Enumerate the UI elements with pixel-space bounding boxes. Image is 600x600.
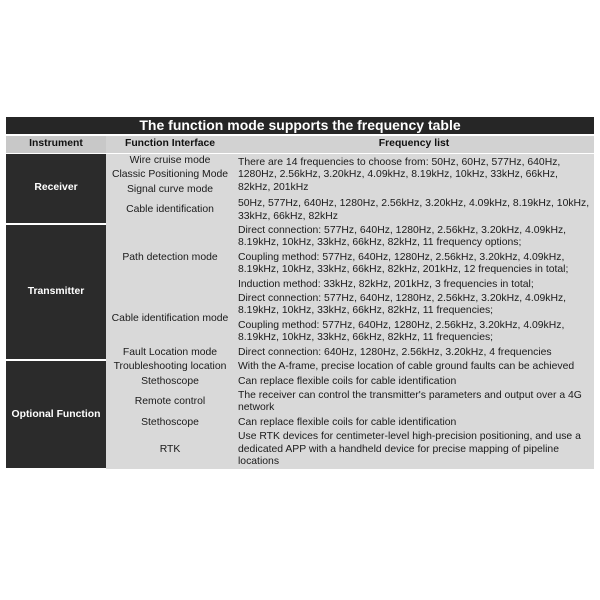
frequency-path-coupling [234,251,594,278]
function-stethoscope: Stethoscope [106,375,234,389]
instrument-optional-function: Optional Function [6,360,106,469]
description-troubleshooting [234,360,594,374]
function-stethoscope-2: Stethoscope [106,416,234,430]
frequency-line: 8.19kHz, 10kHz, 33kHz, 66kHz, 82kHz, 11 frequencies; [238,332,494,344]
frequency-line: There are 14 frequencies to choose from: 50Hz, 60Hz, 577Hz, 640Hz, [238,157,561,168]
function-fault-location: Fault Location mode [106,346,234,360]
description-stethoscope-2 [234,416,594,430]
header-frequency-list: Frequency list [234,135,594,154]
function-signal-curve: Signal curve mode [106,183,234,197]
description-line: With the A-frame, precise location of cable ground faults can be achieved [238,361,575,373]
frequency-line: 33kHz, 66kHz, 82kHz [238,210,338,222]
frequency-path-induction [234,278,594,292]
frequency-table-sheet [6,117,594,470]
frequency-line: Coupling method: 577Hz, 640Hz, 1280Hz, 2.56kHz, 3.20kHz, 4.09kHz, [238,319,565,331]
description-remote-control [234,389,594,416]
frequency-receiver-cable-identification [234,197,594,224]
description-line: Can replace flexible coils for cable identification [238,375,457,387]
frequency-line: 8.19kHz, 10kHz, 33kHz, 66kHz, 82kHz, 11 frequencies; [238,305,494,317]
table-row [6,224,594,251]
frequency-line: Direct connection: 577Hz, 640Hz, 1280Hz, 2.56kHz, 3.20kHz, 4.09kHz, [238,225,567,237]
frequency-line: Induction method: 33kHz, 82kHz, 201kHz, 3 frequencies in total; [238,278,534,290]
description-line: The receiver can control the transmitter's parameters and output over a 4G [238,389,582,401]
instrument-receiver: Receiver [6,154,106,225]
header-instrument: Instrument [6,135,106,154]
title-row [6,117,594,135]
frequency-table [6,117,594,470]
frequency-receiver-14-options [234,154,594,198]
frequency-line: Coupling method: 577Hz, 640Hz, 1280Hz, 2.56kHz, 3.20kHz, 4.09kHz, [238,251,565,263]
frequency-line: 8.19kHz, 10kHz, 33kHz, 66kHz, 82kHz, 201kHz, 12 frequencies in total; [238,264,569,276]
function-troubleshooting-location: Troubleshooting location [106,360,234,374]
frequency-cable-direct [234,292,594,319]
function-remote-control: Remote control [106,389,234,416]
frequency-line: 8.19kHz, 10kHz, 33kHz, 66kHz, 82kHz, 11 frequency options; [238,237,522,249]
function-rtk: RTK [106,430,234,469]
instrument-transmitter: Transmitter [6,224,106,360]
description-rtk [234,430,594,469]
frequency-line: 82kHz, 201kHz [238,181,309,193]
description-line: Can replace flexible coils for cable identification [238,416,457,428]
description-line: Use RTK devices for centimeter-level high-precision positioning, and use a [238,431,581,443]
description-stethoscope [234,375,594,389]
table-row [6,360,594,374]
header-row [6,135,594,154]
function-classic-positioning: Classic Positioning Mode [106,168,234,182]
table-title: The function mode supports the frequency table [6,117,594,135]
description-line: locations [238,455,280,467]
frequency-line: Direct connection: 577Hz, 640Hz, 1280Hz, 2.56kHz, 3.20kHz, 4.09kHz, [238,293,567,305]
frequency-cable-coupling [234,319,594,346]
description-line: network [238,402,275,414]
frequency-path-direct [234,224,594,251]
frequency-fault-direct: Direct connection: 640Hz, 1280Hz, 2.56kHz, 3.20kHz, 4 frequencies [234,346,594,360]
table-row [6,154,594,169]
function-wire-cruise: Wire cruise mode [106,154,234,169]
header-function-interface: Function Interface [106,135,234,154]
frequency-line: 1280Hz, 2.56kHz, 3.20kHz, 4.09kHz, 8.19kHz, 10kHz, 33kHz, 66kHz, [238,169,558,181]
frequency-line: 50Hz, 577Hz, 640Hz, 1280Hz, 2.56kHz, 3.20kHz, 4.09kHz, 8.19kHz, 10kHz, [238,198,590,210]
description-line: dedicated APP with a handheld device for precise mapping of pipeline [238,443,559,455]
function-transmitter-cable-identification: Cable identification mode [106,292,234,346]
function-path-detection: Path detection mode [106,224,234,292]
function-cable-identification: Cable identification [106,197,234,224]
